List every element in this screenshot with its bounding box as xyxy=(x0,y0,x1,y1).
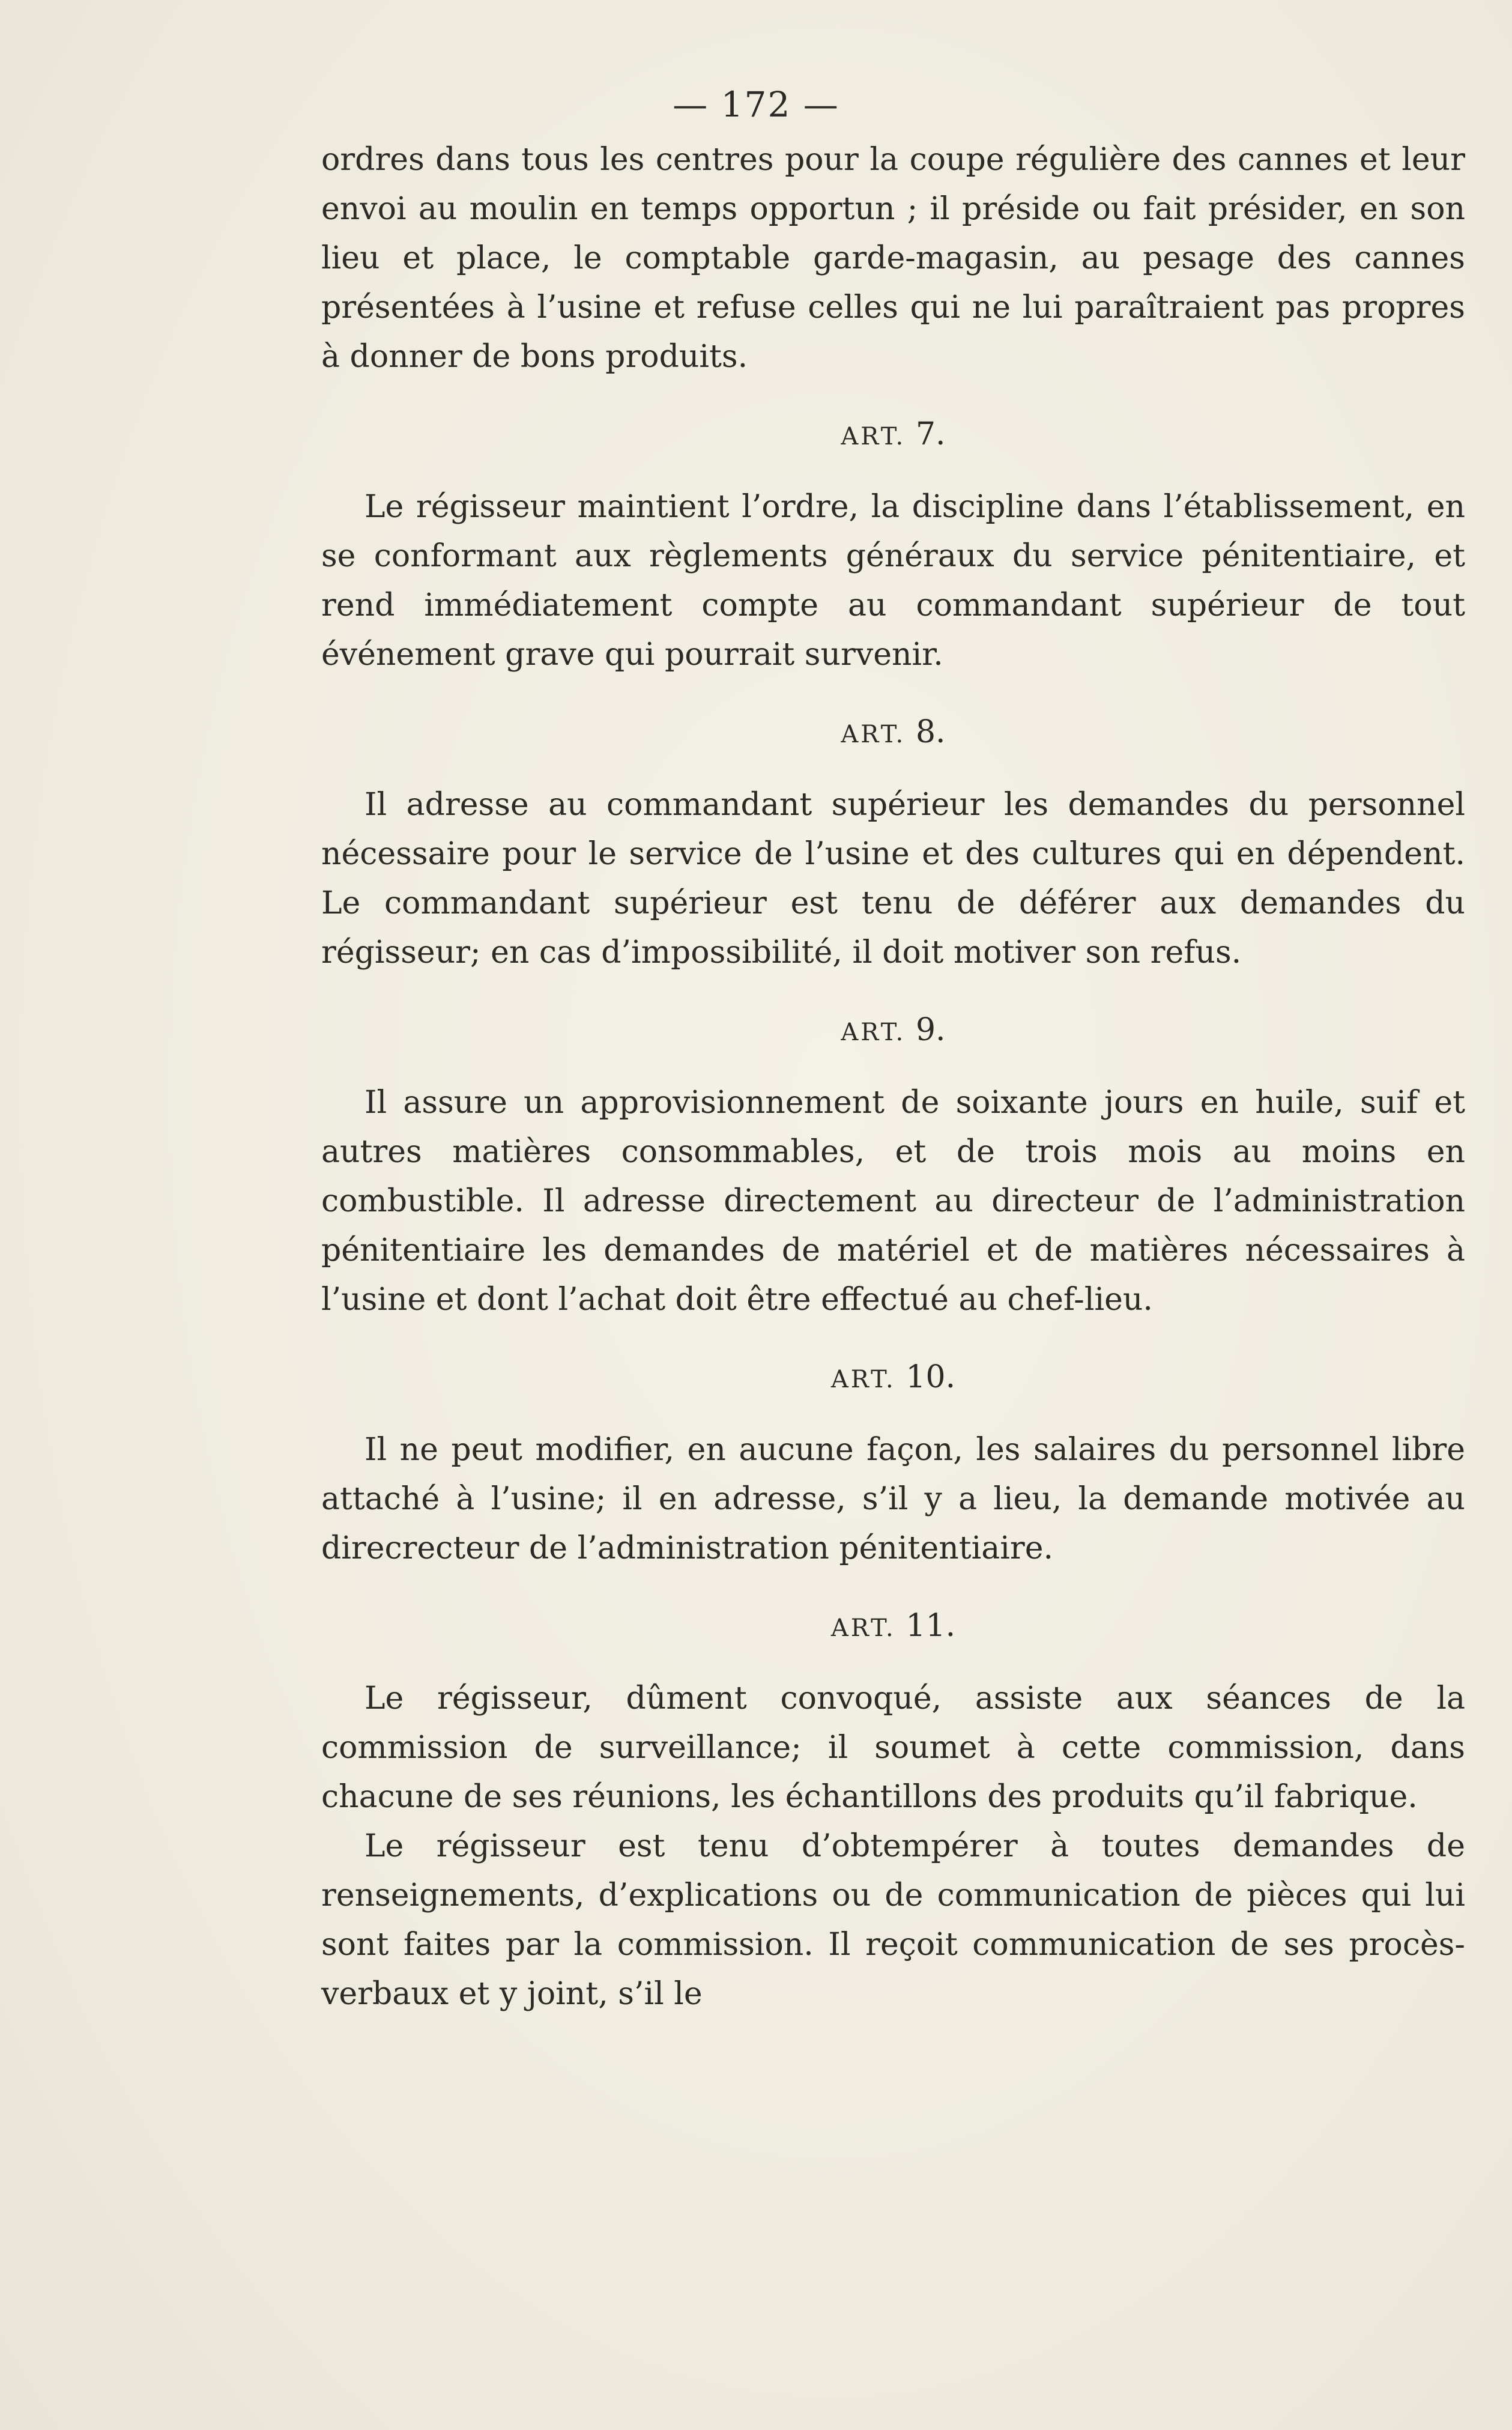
article-number: 10. xyxy=(906,1359,956,1395)
article-number: 8. xyxy=(915,714,946,750)
article-heading-9 xyxy=(321,1012,1465,1048)
paragraph-intro: ordres dans tous les centres pour la coupe régulière des cannes et leur envoi au moulin en temps opportun ; il préside ou fait présider, en son lieu et place, le comptable garde-magasin, au pesage des cannes présentées à l’usine et refuse celles qui ne lui paraîtraient pas propres à donner de bons produits. xyxy=(321,142,1465,375)
article-label: ART. xyxy=(841,721,906,748)
article-number: 9. xyxy=(915,1012,946,1048)
article-label: ART. xyxy=(841,1019,906,1046)
text-body xyxy=(321,135,1465,2019)
article-number: 7. xyxy=(915,416,946,452)
paragraph-art-8: Il adresse au commandant supérieur les demandes du personnel nécessaire pour le service de l’usine et des cultures qui en dépendent. Le commandant supérieur est tenu de déférer aux demandes du régisseur; en cas d’impossibilité, il doit motiver son refus. xyxy=(321,787,1465,971)
article-label: ART. xyxy=(830,1614,896,1642)
article-heading-11 xyxy=(321,1608,1465,1644)
article-label: ART. xyxy=(830,1366,896,1393)
paragraph-art-7: Le régisseur maintient l’ordre, la discipline dans l’établissement, en se conformant aux règlements généraux du service pénitentiaire, et rend immédiatement compte au commandant supérieur de tout événement grave qui pourrait survenir. xyxy=(321,489,1465,673)
article-heading-8 xyxy=(321,714,1465,750)
paragraph-art-10: Il ne peut modifier, en aucune façon, les salaires du personnel libre attaché à l’usine; il en adresse, s’il y a lieu, la demande motivée au direcrecteur de l’administration pénitentiaire. xyxy=(321,1432,1465,1566)
paragraph-art-11-a: Le régisseur, dûment convoqué, assiste aux séances de la commission de surveillance; il soumet à cette commission, dans chacune de ses réunions, les échantillons des produits qu’il fabrique. xyxy=(321,1680,1465,1815)
article-label: ART. xyxy=(841,423,906,450)
paragraph-art-9: Il assure un approvisionnement de soixante jours en huile, suif et autres matières consommables, et de trois mois au moins en combustible. Il adresse directement au directeur de l’administration pénitentiaire les demandes de matériel et de matières nécessaires à l’usine et dont l’achat doit être effectué au chef-lieu. xyxy=(321,1085,1465,1318)
paragraph-art-11-b: Le régisseur est tenu d’obtempérer à toutes demandes de renseignements, d’explications ou de communication de pièces qui lui sont faites par la commission. Il reçoit communication de ses procès-verbaux et y joint, s’il le xyxy=(321,1828,1465,2012)
article-number: 11. xyxy=(906,1608,956,1644)
article-heading-10 xyxy=(321,1359,1465,1395)
page-number: — 172 — xyxy=(673,84,839,125)
article-heading-7 xyxy=(321,416,1465,452)
